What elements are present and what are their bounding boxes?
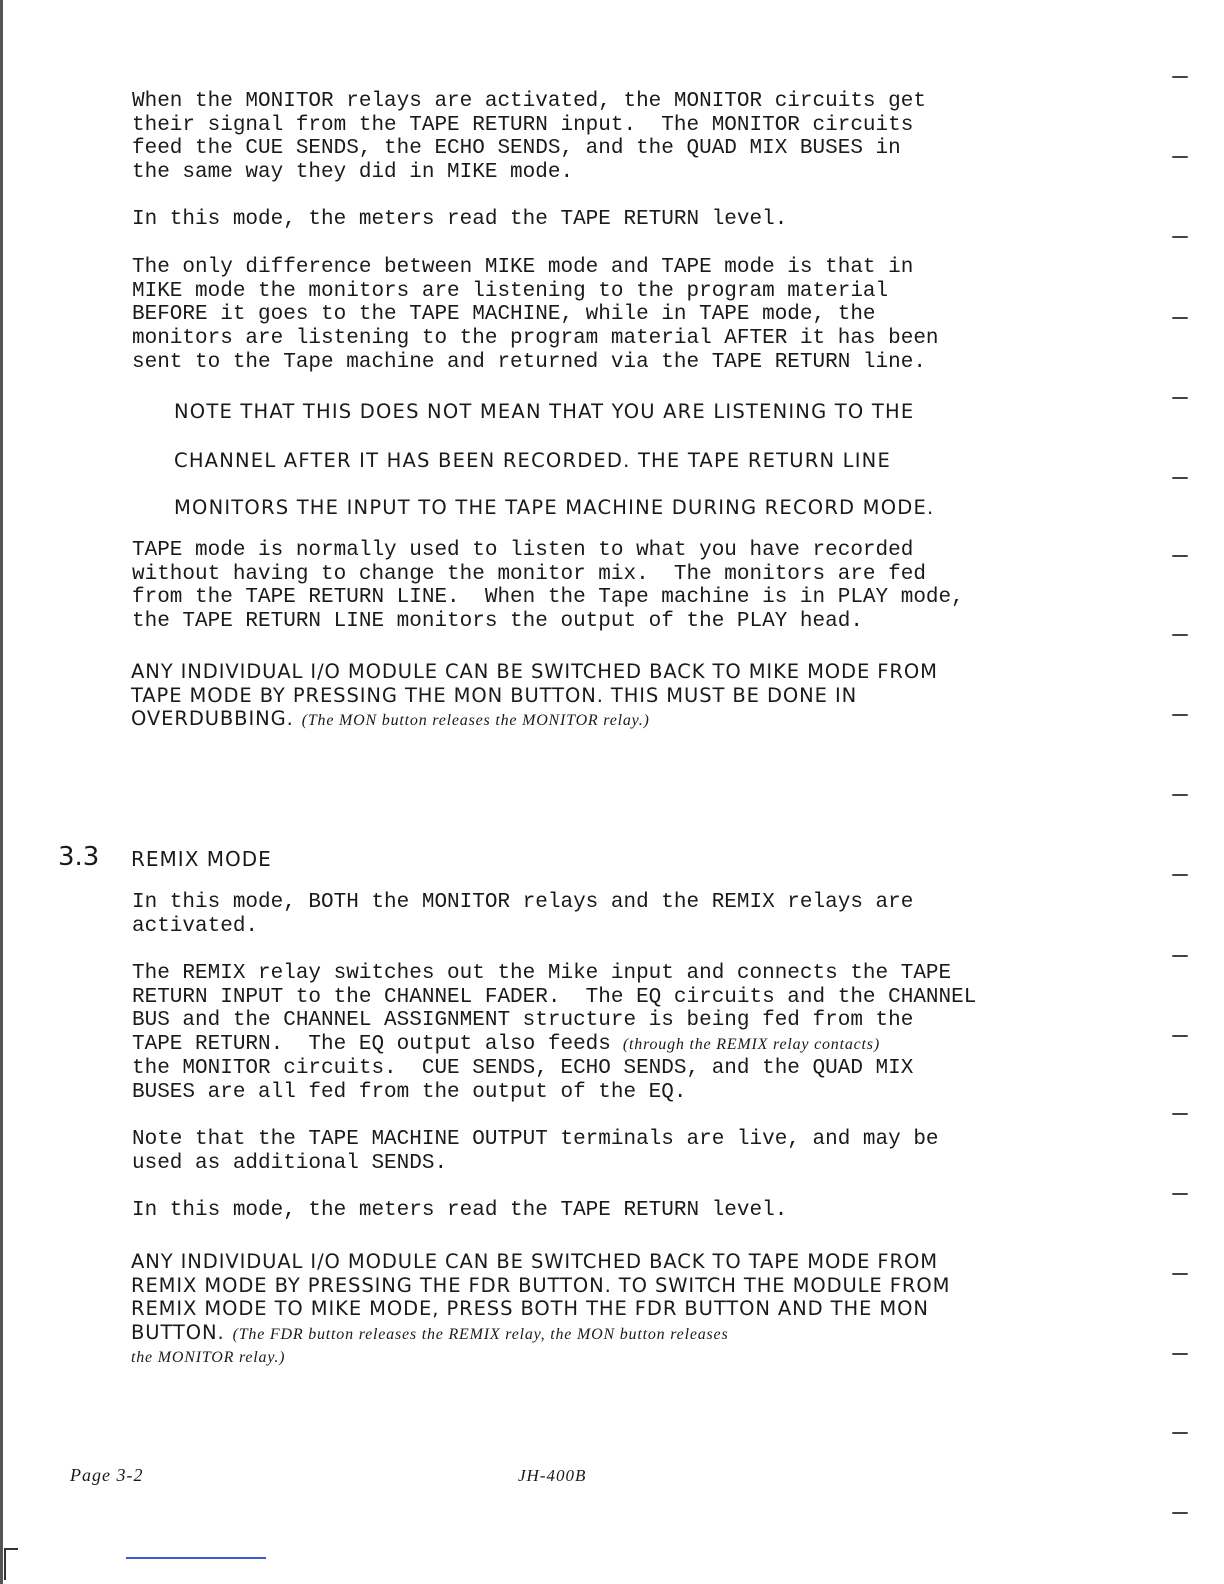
margin-tick [1172, 874, 1188, 876]
text-line: The only difference between MIKE mode and TAPE mode is that in [132, 256, 914, 279]
margin-tick [1172, 156, 1188, 158]
document-id: JH-400B [518, 1466, 587, 1485]
text-line: activated. [132, 914, 259, 938]
margin-tick [1172, 1512, 1188, 1514]
paragraph-mike-vs-tape [132, 256, 1122, 375]
text-line: used as additional SENDS. [132, 1151, 448, 1175]
note-line: MONITORS THE INPUT TO THE TAPE MACHINE DURING RECORD MODE. [174, 496, 935, 519]
margin-tick [1172, 1353, 1188, 1355]
text-line: the TAPE RETURN LINE monitors the output of the PLAY head. [132, 610, 863, 634]
text-line: In this mode, the meters read the TAPE RETURN level. [132, 1199, 788, 1222]
margin-tick [1172, 1113, 1188, 1115]
margin-tick [1172, 714, 1188, 716]
margin-tick [1172, 1273, 1188, 1275]
text-line: sent to the Tape machine and returned via the TAPE RETURN line. [132, 350, 926, 374]
section-number: 3.3 [58, 842, 100, 872]
page-number: Page 3-2 [70, 1465, 144, 1485]
margin-tick [1172, 397, 1188, 399]
margin-tick [1172, 634, 1188, 636]
text-line: BEFORE it goes to the TAPE MACHINE, while in TAPE mode, the [132, 303, 876, 327]
text-line: The REMIX relay switches out the Mike input and connects the TAPE [132, 962, 952, 985]
italic-note: (through the REMIX relay contacts) [622, 1036, 880, 1054]
text-line-start: TAPE RETURN. The EQ output also feeds [132, 1033, 611, 1057]
text-line: from the TAPE RETURN LINE. When the Tape machine is in PLAY mode, [132, 586, 964, 610]
margin-tick [1172, 794, 1188, 796]
margin-tick [1172, 555, 1188, 557]
margin-tick [1172, 477, 1188, 479]
text-line: TAPE MODE BY PRESSING THE MON BUTTON. THIS MUST BE DONE IN [131, 683, 858, 707]
text-line: REMIX MODE BY PRESSING THE FDR BUTTON. TO SWITCH THE MODULE FROM [131, 1273, 951, 1297]
text-line: monitors are listening to the program material AFTER it has been [132, 327, 939, 351]
text-line: ANY INDIVIDUAL I/O MODULE CAN BE SWITCHED BACK TO TAPE MODE FROM [131, 1250, 938, 1273]
margin-tick [1172, 1193, 1188, 1195]
text-line: When the MONITOR relays are activated, the MONITOR circuits get [132, 90, 926, 113]
margin-tick [1172, 236, 1188, 238]
paragraph-meters-remix [132, 1199, 1122, 1223]
paragraph-monitor-relays [132, 90, 1122, 185]
text-line: In this mode, the meters read the TAPE RETURN level. [132, 208, 788, 231]
text-line: In this mode, BOTH the MONITOR relays and the REMIX relays are [132, 891, 914, 914]
text-line [131, 707, 1121, 733]
text-line: BUSES are all fed from the output of the EQ. [132, 1080, 687, 1104]
paragraph-remix-switching [132, 962, 1122, 1104]
text-line: feed the CUE SENDS, the ECHO SENDS, and the QUAD MIX BUSES in [132, 137, 901, 161]
note-line: CHANNEL AFTER IT HAS BEEN RECORDED. THE TAPE RETURN LINE [174, 449, 891, 472]
caps-paragraph-mon-button [131, 660, 1121, 733]
text-line: ANY INDIVIDUAL I/O MODULE CAN BE SWITCHED BACK TO MIKE MODE FROM [131, 660, 938, 683]
italic-note-continued: the MONITOR relay.) [131, 1349, 286, 1366]
paragraph-remix-relays [132, 891, 1122, 938]
note-line: NOTE THAT THIS DOES NOT MEAN THAT YOU ARE LISTENING TO THE [174, 400, 915, 423]
paragraph-tape-output-terminals [132, 1128, 1122, 1175]
text-line [131, 1321, 1121, 1347]
page-edge [0, 0, 3, 1584]
margin-tick [1172, 1035, 1188, 1037]
section-title: REMIX MODE [131, 847, 272, 871]
text-line: REMIX MODE TO MIKE MODE, PRESS BOTH THE FDR BUTTON AND THE MON [131, 1297, 929, 1320]
caps-paragraph-fdr-button [131, 1250, 1121, 1370]
margin-tick [1172, 955, 1188, 957]
text-line: their signal from the TAPE RETURN input. The MONITOR circuits [132, 113, 914, 137]
footer-rule [126, 1557, 266, 1559]
text-line-start: BUTTON. [131, 1320, 225, 1344]
italic-note: (The MON button releases the MONITOR relay.) [301, 712, 650, 729]
text-line-end: OVERDUBBING. [131, 707, 294, 730]
text-line: RETURN INPUT to the CHANNEL FADER. The EQ circuits and the CHANNEL [132, 985, 977, 1009]
text-line: the MONITOR circuits. CUE SENDS, ECHO SENDS, and the QUAD MIX [132, 1056, 914, 1080]
text-line [132, 1033, 880, 1056]
text-line: the same way they did in MIKE mode. [132, 161, 574, 185]
text-line: Note that the TAPE MACHINE OUTPUT terminals are live, and may be [132, 1128, 939, 1151]
paragraph-tape-mode-usage [132, 539, 1122, 634]
text-line: BUS and the CHANNEL ASSIGNMENT structure is being fed from the [132, 1009, 914, 1033]
text-line: without having to change the monitor mix. The monitors are fed [132, 562, 926, 586]
paragraph-meters-tape [132, 208, 1122, 232]
margin-tick [1172, 1432, 1188, 1434]
scan-corner-mark [4, 1548, 18, 1580]
margin-tick [1172, 76, 1188, 78]
text-line: TAPE mode is normally used to listen to what you have recorded [132, 539, 914, 562]
margin-tick [1172, 317, 1188, 319]
italic-note: (The FDR button releases the REMIX relay, the MON button releases [232, 1325, 729, 1343]
text-line: MIKE mode the monitors are listening to the program material [132, 279, 889, 303]
